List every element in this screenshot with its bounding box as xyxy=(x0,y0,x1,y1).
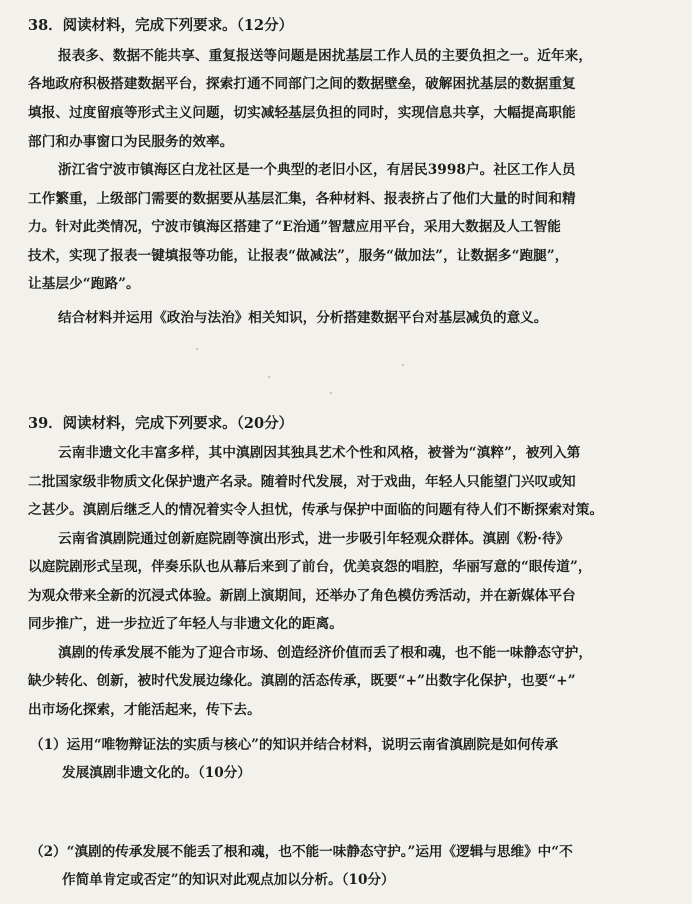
scan-speck xyxy=(402,364,404,366)
q38-heading: 38．阅读材料，完成下列要求。（12分） xyxy=(28,17,294,34)
q39-material-line: 出市场化探索，才能活起来，传下去。 xyxy=(28,702,261,718)
q39-material-line: 云南省滇剧院通过创新庭院剧等演出形式，进一步吸引年轻观众群体。滇剧《粉·待》 xyxy=(58,531,570,547)
q39-material-line: 云南非遗文化丰富多样，其中滇剧因其独具艺术个性和风格，被誉为“滇粹”，被列入第 xyxy=(58,445,581,461)
q38-task: 结合材料并运用《政治与法治》相关知识，分析搭建数据平台对基层减负的意义。 xyxy=(58,310,548,326)
scan-speck xyxy=(330,392,332,394)
q38-material-line: 填报、过度留痕等形式主义问题，切实减轻基层负担的同时，实现信息共享，大幅提高职能 xyxy=(28,105,576,121)
q39-material-line: 之甚少。滇剧后继乏人的情况着实令人担忧，传承与保护中面临的问题有待人们不断探索对策。 xyxy=(28,502,604,518)
q39-material-line: 二批国家级非物质文化保护遗产名录。随着时代发展，对于戏曲，年轻人只能望门兴叹或知 xyxy=(28,474,576,490)
q39-material-line: 以庭院剧形式呈现，伴奏乐队也从幕后来到了前台，优美哀怨的唱腔，华丽写意的“眼传道”， xyxy=(28,559,592,575)
scan-speck xyxy=(196,348,198,350)
q39-material-line: 缺少转化、创新，被时代发展边缘化。滇剧的活态传承，既要“+”出数字化保护，也要“+” xyxy=(28,673,576,689)
q38-material-line: 报表多、数据不能共享、重复报送等问题是困扰基层工作人员的主要负担之一。近年来， xyxy=(58,48,593,64)
q39-heading: 39．阅读材料，完成下列要求。（20分） xyxy=(28,415,294,432)
q38-material-line: 各地政府积极搭建数据平台，探索打通不同部门之间的数据壁垒，破解困扰基层的数据重复 xyxy=(28,76,576,92)
q39-sub2-line: （2）“滇剧的传承发展不能丢了根和魂，也不能一味静态守护。”运用《逻辑与思维》中“不 xyxy=(30,844,573,860)
q39-sub1-line: （1）运用“唯物辩证法的实质与核心”的知识并结合材料，说明云南省滇剧院是如何传承 xyxy=(30,737,559,753)
q38-material-line: 力。针对此类情况，宁波市镇海区搭建了“E治通”智慧应用平台，采用大数据及人工智能 xyxy=(28,219,561,235)
q39-material-line: 滇剧的传承发展不能为了迎合市场、创造经济价值而丢了根和魂，也不能一味静态守护， xyxy=(58,645,593,661)
q38-material-line: 工作繁重，上级部门需要的数据要从基层汇集，各种材料、报表挤占了他们大量的时间和精 xyxy=(28,191,576,207)
q38-material-line: 技术，实现了报表一键填报等功能，让报表“做减法”，服务“做加法”，让数据多“跑腿”， xyxy=(28,248,569,264)
q38-material-line: 浙江省宁波市镇海区白龙社区是一个典型的老旧小区，有居民3998户。社区工作人员 xyxy=(58,162,576,178)
q38-material-line: 让基层少“跑路”。 xyxy=(28,276,140,292)
scan-speck xyxy=(268,376,270,378)
q39-material-line: 为观众带来全新的沉浸式体验。新剧上演期间，还举办了角色模仿秀活动，并在新媒体平台 xyxy=(28,588,576,604)
q39-sub2-line: 作简单肯定或否定”的知识对此观点加以分析。（10分） xyxy=(62,872,395,888)
q39-material-line: 同步推广，进一步拉近了年轻人与非遗文化的距离。 xyxy=(28,616,343,632)
q38-material-line: 部门和办事窗口为民服务的效率。 xyxy=(28,134,234,150)
q39-sub1-line: 发展滇剧非遗文化的。（10分） xyxy=(62,765,251,781)
